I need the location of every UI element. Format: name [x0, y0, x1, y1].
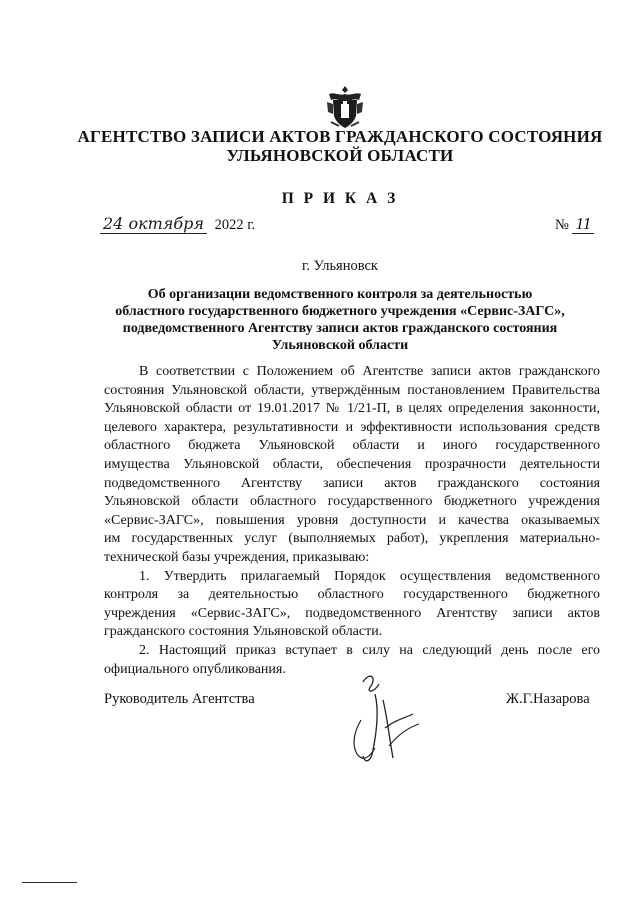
body-line: 2. Настоящий приказ вступает в силу на следующий день после его: [139, 642, 600, 658]
body-line: контроля за деятельностью областного государственного бюджетного: [104, 587, 600, 603]
coat-of-arms-icon: [325, 84, 365, 130]
body-line: «Сервис-ЗАГС», повышения уровня доступности и качества оказываемых: [104, 512, 600, 528]
subject-line: подведомственного Агентству записи актов гражданского состояния: [122, 321, 558, 336]
body-line: подведомственного Агентству записи актов гражданского состояния: [104, 475, 600, 491]
document-type-title: П Р И К А З: [281, 190, 399, 207]
order-number: [555, 214, 594, 234]
body-line: областного бюджета Ульяновской области и иного государственного: [104, 438, 600, 454]
body-line: официального опубликования.: [104, 661, 286, 677]
body-line: им государственных услуг (выполняемых работ), укрепления материально-: [104, 531, 600, 547]
number-prefix: №: [555, 217, 569, 233]
body-line: Ульяновской области областного государственного бюджетного учреждения: [104, 494, 600, 510]
order-body: [104, 363, 600, 679]
signatory-name: Ж.Г.Назарова: [506, 691, 590, 707]
signatory-position: Руководитель Агентства: [104, 691, 255, 707]
agency-name-line1: АГЕНТСТВО ЗАПИСИ АКТОВ ГРАЖДАНСКОГО СОСТОЯНИЯ: [77, 127, 603, 146]
subject-line: Ульяновской области: [271, 338, 409, 353]
handwritten-number: 11: [572, 214, 594, 234]
handwritten-date: 24 октября: [100, 214, 207, 234]
subject-line: областного государственного бюджетного учреждения «Сервис-ЗАГС»,: [115, 304, 565, 319]
agency-name-line2: УЛЬЯНОВСКОЙ ОБЛАСТИ: [226, 146, 454, 165]
city-line: г. Ульяновск: [302, 258, 378, 274]
body-line: технической базы учреждения, приказываю:: [104, 549, 370, 565]
body-line: целевого характера, результативности и эффективности использования средств: [104, 419, 600, 435]
footer-divider: [22, 882, 77, 883]
order-year: 2022 г.: [214, 217, 256, 233]
order-date: [100, 214, 255, 234]
body-line: учреждения «Сервис-ЗАГС», подведомственного Агентству записи актов: [104, 605, 600, 621]
body-line: состояния Ульяновской области, утверждённым постановлением Правительства: [104, 382, 600, 398]
body-line: Ульяновской области от 19.01.2017 № 1/21-П, в целях определения законности,: [104, 401, 600, 417]
order-subject: [70, 286, 610, 354]
handwritten-signature: [335, 670, 425, 770]
body-line: В соответствии с Положением об Агентстве записи актов гражданского: [139, 364, 600, 379]
body-line: имущества Ульяновской области, обеспечения прозрачности деятельности: [104, 456, 600, 472]
subject-line: Об организации ведомственного контроля за деятельностью: [147, 287, 533, 302]
body-line: гражданского состояния Ульяновской области.: [104, 624, 383, 640]
body-line: 1. Утвердить прилагаемый Порядок осуществления ведомственного: [139, 568, 600, 584]
